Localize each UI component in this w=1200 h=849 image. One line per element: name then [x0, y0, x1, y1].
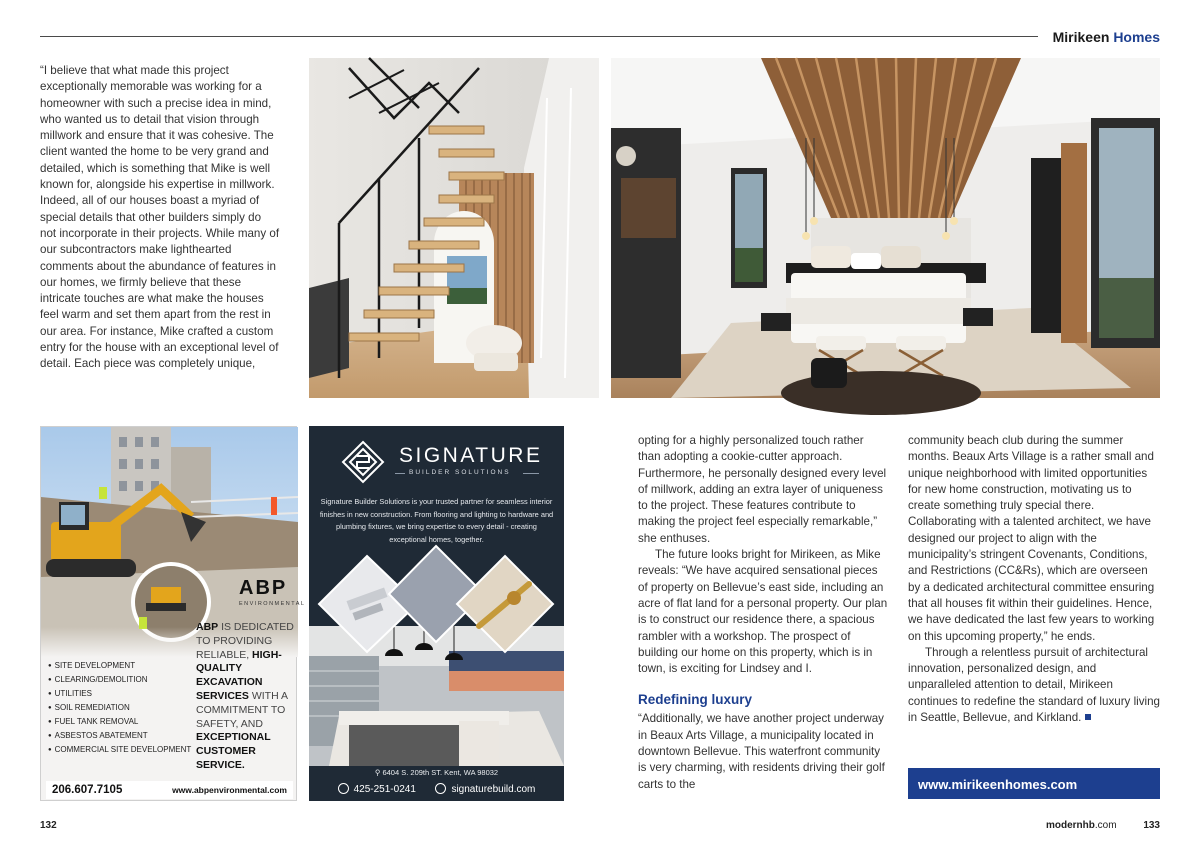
abp-service-item: ● SOIL REMEDIATION [48, 701, 198, 715]
magazine-site-domain: .com [1094, 820, 1117, 831]
abp-tagline-emphasis: HIGH-QUALITY EXCAVATION SERVICES [196, 648, 282, 702]
signature-showroom-collage [309, 546, 564, 766]
abp-logo-subtitle: ENVIRONMENTAL [239, 601, 306, 607]
abp-service-item: ● SITE DEVELOPMENT [48, 659, 198, 673]
abp-environmental-ad[interactable] [40, 426, 306, 801]
abp-tagline-brand: ABP [196, 621, 219, 633]
magazine-section-brand [1053, 29, 1160, 45]
signature-address [309, 768, 564, 777]
abp-logo-word: ABP [239, 577, 288, 599]
article-right-column [908, 433, 1160, 726]
article-paragraph: “I believe that what made this project exceptionally memorable was working for a homeowner with such a precise idea in mind, who wanted us to detail that vision through millwork and ensure that it was cohesive. The client wanted the home to be very grand and detailed, which is something that Mike is well known for, alongside his expertise in millwork. Indeed, all of our houses boast a myriad of special details that other builders simply do not incorporate in their projects. While many of our subcontractors make lighthearted comments about the abundance of features in our homes, we firmly believe that these intricate touches are what make the houses feel warm and set them apart from the rest in our area. For instance, Mike crafted a custom entry for the house with an exceptional level of detail. Each piece was completely unique, [40, 64, 280, 371]
signature-phone[interactable]: 425-251-0241 [353, 784, 416, 795]
abp-phone[interactable]: 206.607.7105 [52, 784, 123, 796]
signature-address-text: 6404 S. 209th ST. Kent, WA 98032 [382, 768, 499, 777]
abp-tagline-text: WITH A COMMITMENT TO SAFETY, AND [196, 689, 288, 730]
abp-service-item: ● FUEL TANK REMOVAL [48, 715, 198, 729]
page-number-right: 133 [1143, 820, 1160, 831]
abp-service-item: ● UTILITIES [48, 687, 198, 701]
signature-website-link[interactable]: signaturebuild.com [451, 784, 536, 795]
staircase-photo [309, 58, 599, 398]
footer-right [1046, 820, 1160, 831]
abp-contact-bar [46, 781, 293, 799]
phone-icon [338, 783, 349, 794]
page-number-left: 132 [40, 820, 57, 831]
abp-service-item: ● COMMERCIAL SITE DEVELOPMENT [48, 743, 198, 757]
signature-diamond-logo-icon [341, 440, 385, 484]
abp-tagline-text: IS DEDICATED TO PROVIDING RELIABLE, [196, 621, 294, 661]
signature-contact [309, 783, 564, 795]
brand-first-word: Mirikeen [1052, 29, 1110, 45]
signature-builder-ad[interactable] [309, 426, 564, 801]
abp-services-list [48, 659, 198, 757]
mirikeen-website-banner[interactable] [908, 768, 1160, 799]
article-left-column [40, 63, 280, 399]
magazine-site-name: modernhb [1045, 820, 1095, 831]
abp-tagline-emphasis: EXCEPTIONAL CUSTOMER SERVICE. [196, 731, 271, 771]
signature-brand-name: SIGNATURE [399, 444, 543, 467]
signature-subtitle-rule [523, 473, 539, 474]
abp-tagline [196, 621, 296, 773]
abp-website-link[interactable]: www.abpenvironmental.com [172, 785, 287, 795]
globe-icon [435, 783, 446, 794]
signature-description: Signature Builder Solutions is your trusted partner for seamless interior finishes in new construction. From flooring and lighting to hardware and plumbing fixtures, we bring expertise to every detail - creating exceptional homes, together. [319, 497, 554, 544]
article-subheading: Redefining luxury [638, 692, 753, 708]
article-paragraph: opting for a highly personalized touch rather than adopting a cookie-cutter approach. Furthermore, he personally designed every level of millwork, adding an extra layer of uniqueness to the project. These features contribute to making the project feel especially remarkable,” she enthuses. [638, 434, 887, 545]
signature-subtitle-rule [395, 473, 405, 474]
magazine-website [1046, 820, 1117, 831]
header-rule [40, 36, 1038, 37]
signature-brand-subtitle: BUILDER SOLUTIONS [409, 469, 511, 476]
article-closing-text: Through a relentless pursuit of architectural innovation, personalized design, and unparalleled attention to detail, Mirikeen continues to redefine the standard of luxury living in Seattle, Bellevue, and Kirkland. [908, 645, 1160, 725]
article-paragraph: “Additionally, we have another project underway in Beaux Arts Village, a municipality located in downtown Bellevue. This waterfront community is very charming, with residents driving their golf carts to the [638, 712, 885, 791]
article-paragraph: The future looks bright for Mirikeen, as Mike reveals: “We have acquired sensational pieces of property on Bellevue’s east side, including an acre of flat land for a personal property. Our plan is to construct our residence there, a spacious rambler with a workshop. The prospect of building our home on this property, which is in town, is exciting for Lindsey and I. [638, 548, 888, 676]
abp-service-item: ● ASBESTOS ABATEMENT [48, 729, 198, 743]
bedroom-photo [611, 58, 1160, 398]
article-middle-column [638, 433, 888, 793]
article-paragraph: community beach club during the summer months. Beaux Arts Village is a rather small and unique neighborhood with limited opportunities for new home construction, motivating us to create something truly special there. Collaborating with a talented architect, we have designed our project to align with the municipality’s stringent Covenants, Conditions, and Restrictions (CC&Rs), which are overseen by a dedicated architectural committee ensuring that all houses fit within their guidelines. Hence, we have dedicated the last few years to working on this upcoming property,” he ends. [908, 434, 1155, 643]
end-of-article-square-icon [1085, 714, 1091, 720]
brand-second-word: Homes [1113, 29, 1160, 45]
mirikeen-website-link[interactable]: www.mirikeenhomes.com [918, 777, 1078, 792]
location-pin-icon: ⚲ [374, 768, 381, 777]
article-paragraph [908, 645, 1160, 726]
abp-service-item: ● CLEARING/DEMOLITION [48, 673, 198, 687]
